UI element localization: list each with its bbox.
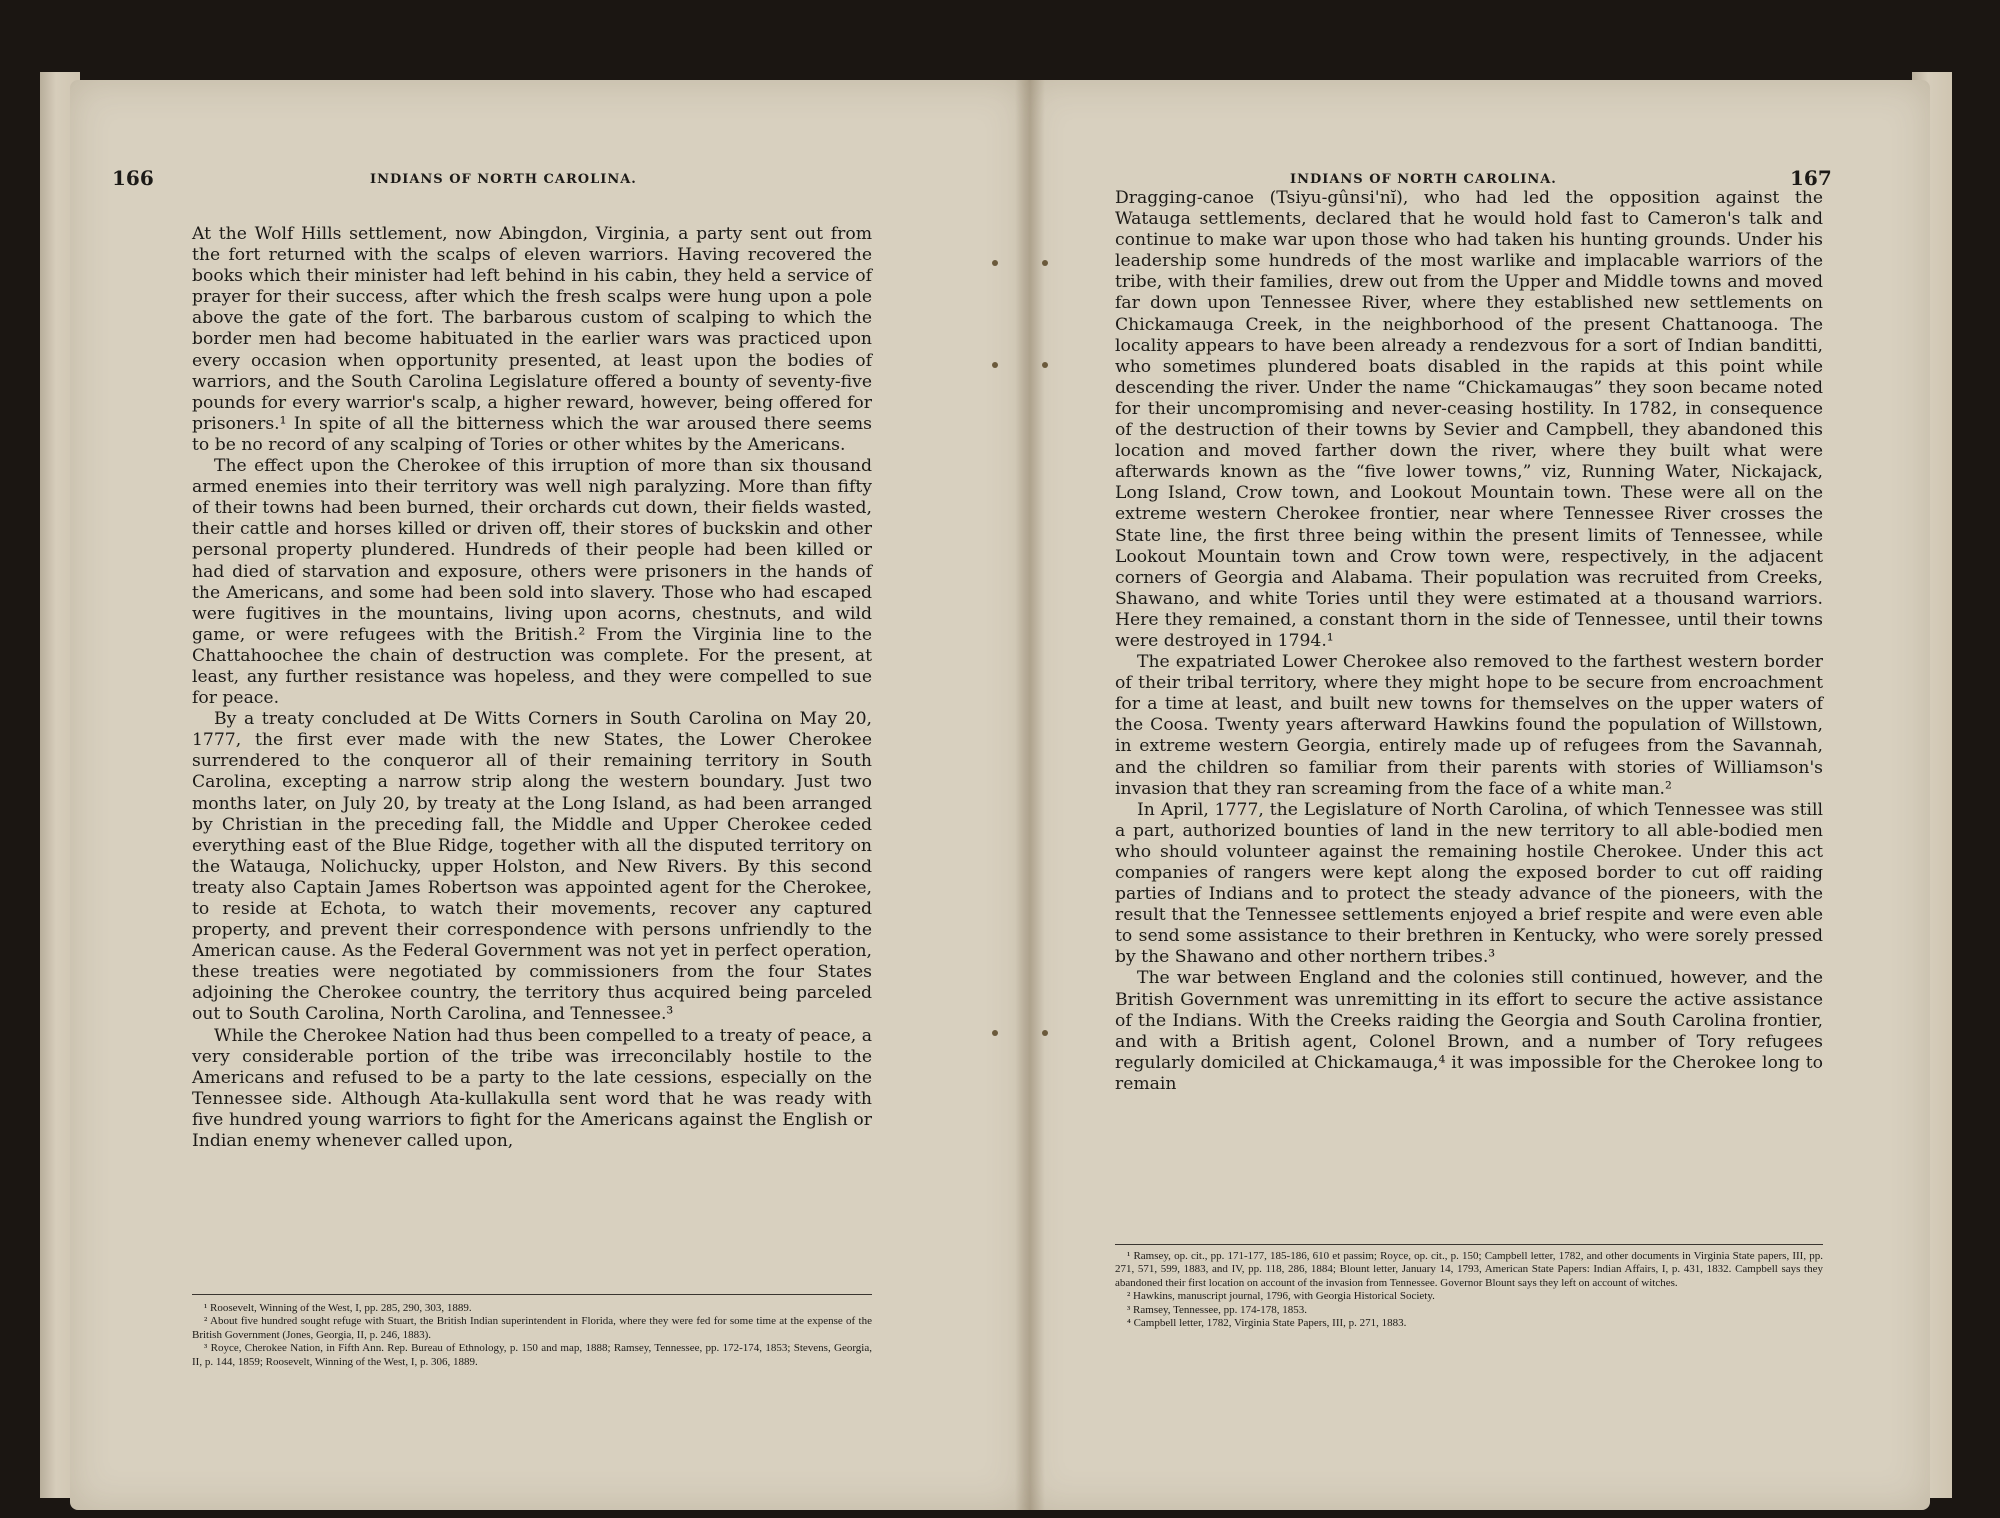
footnote-rule [192,1294,872,1295]
footnote-rule [1115,1244,1823,1245]
paragraph: The expatriated Lower Cherokee also removed to the farthest western border of their tribal territory, where they might hope to be secure from encroachment for a time at least, and built new towns for themselves on the upper waters of the Coosa. Twenty years afterward Hawkins found the population of Willstown, in extreme western Georgia, entirely made up of refugees from the Savannah, and the children so familiar from their parents with stories of Williamson's invasion that they ran screaming from the face of a white man.² [1115,652,1823,799]
open-book [40,50,1940,1490]
footnote: ¹ Ramsey, op. cit., pp. 171-177, 185-186, 610 et passim; Royce, op. cit., p. 150; Campbell letter, 1782, and other documents in Virginia State papers, III, pp. 271, 571, 599, 1883, and IV, pp. 118, 286, 1884; Blount letter, January 14, 1793, American State Papers: Indian Affairs, I, p. 431, 1832. Campbell says they abandoned their first location on account of the invasion from Tennessee. Governor Blount says they left on account of witches. [1115,1250,1823,1289]
right-body-text [1115,188,1823,1095]
footnote: ¹ Roosevelt, Winning of the West, I, pp. 285, 290, 303, 1889. [204,1302,472,1314]
footnote: ³ Royce, Cherokee Nation, in Fifth Ann. Rep. Bureau of Ethnology, p. 150 and map, 1888; Ramsey, Tennessee, pp. 172-174, 1853; Stevens, Georgia, II, p. 144, 1859; Roosevelt, Winning of the West, I, p. 306, 1889. [192,1342,872,1368]
paragraph: While the Cherokee Nation had thus been compelled to a treaty of peace, a very considerable portion of the tribe was irreconcilably hostile to the Americans and refused to be a party to the late cessions, especially on the Tennessee side. Although Ata-kullakulla sent word that he was ready with five hundred young warriors to fight for the Americans against the English or Indian enemy whenever called upon, [192,1025,872,1152]
stitch-hole [992,362,998,368]
stitch-hole [1042,1030,1048,1036]
paragraph: In April, 1777, the Legislature of North Carolina, of which Tennessee was still a part, authorized bounties of land in the new territory to all able-bodied men who should volunteer against the remaining hostile Cherokee. Under this act companies of rangers were kept along the exposed border to cut off raiding parties of Indians and to protect the steady advance of the pioneers, with the result that the Tennessee settlements enjoyed a brief respite and were even able to send some assistance to their brethren in Kentucky, who were sorely pressed by the Shawano and other northern tribes.³ [1115,799,1823,968]
footnote: ⁴ Campbell letter, 1782, Virginia State Papers, III, p. 271, 1883. [1127,1317,1407,1330]
footnote: ² Hawkins, manuscript journal, 1796, with Georgia Historical Society. [1127,1290,1435,1303]
right-footnotes [1115,1250,1823,1330]
running-head: INDIANS OF NORTH CAROLINA. [1290,172,1557,187]
left-page [70,80,1025,1510]
footnote: ³ Ramsey, Tennessee, pp. 174-178, 1853. [1127,1303,1308,1316]
paragraph: By a treaty concluded at De Witts Corners in South Carolina on May 20, 1777, the first ever made with the new States, the Lower Cherokee surrendered to the conqueror all of their remaining territory in South Carolina, excepting a narrow strip along the western boundary. Just two months later, on July 20, by treaty at the Long Island, as had been arranged by Christian in the preceding fall, the Middle and Upper Cherokee ceded everything east of the Blue Ridge, together with all the disputed territory on the Watauga, Nolichucky, upper Holston, and New Rivers. By this second treaty also Captain James Robertson was appointed agent for the Cherokee, to reside at Echota, to watch their movements, recover any captured property, and prevent their correspondence with persons unfriendly to the American cause. As the Federal Government was not yet in perfect operation, these treaties were negotiated by commissioners from the four States adjoining the Cherokee country, the territory thus acquired being parceled out to South Carolina, North Carolina, and Tennessee.³ [192,709,872,1025]
paragraph: At the Wolf Hills settlement, now Abingdon, Virginia, a party sent out from the fort returned with the scalps of eleven warriors. Having recovered the books which their minister had left behind in his cabin, they held a service of prayer for their success, after which the fresh scalps were hung upon a pole above the gate of the fort. The barbarous custom of scalping to which the border men had become habituated in the earlier wars was practiced upon every occasion when opportunity presented, at least upon the bodies of warriors, and the South Carolina Legislature offered a bounty of seventy-five pounds for every warrior's scalp, a higher reward, however, being offered for prisoners.¹ In spite of all the bitterness which the war aroused there seems to be no record of any scalping of Tories or other whites by the Americans. [192,224,872,455]
page-number: 166 [112,166,154,190]
book-gutter [1015,80,1045,1510]
running-head: INDIANS OF NORTH CAROLINA. [370,172,637,187]
footnote: ² About five hundred sought refuge with Stuart, the British Indian superintendent in Florida, where they were fed for some time at the expense of the British Government (Jones, Georgia, II, p. 246, 1883). [192,1315,872,1341]
page-number: 167 [1790,166,1832,190]
paragraph: The effect upon the Cherokee of this irruption of more than six thousand armed enemies into their territory was well nigh paralyzing. More than fifty of their towns had been burned, their orchards cut down, their fields wasted, their cattle and horses killed or driven off, their stores of buckskin and other personal property plundered. Hundreds of their people had been killed or had died of starvation and exposure, others were prisoners in the hands of the Americans, and some had been sold into slavery. Those who had escaped were fugitives in the mountains, living upon acorns, chestnuts, and wild game, or were refugees with the British.² From the Virginia line to the Chattahoochee the chain of destruction was complete. For the present, at least, any further resistance was hopeless, and they were compelled to sue for peace. [192,456,872,709]
stitch-hole [992,260,998,266]
stitch-hole [1042,260,1048,266]
paragraph: The war between England and the colonies still continued, however, and the British Government was unremitting in its effort to secure the active assistance of the Indians. With the Creeks raiding the Georgia and South Carolina frontier, and with a British agent, Colonel Brown, and a number of Tory refugees regularly domiciled at Chickamauga,⁴ it was impossible for the Cherokee long to remain [1115,968,1823,1094]
left-body-text [192,224,872,1152]
left-footnotes [192,1302,872,1369]
paragraph: Dragging-canoe (Tsiyu-gûnsi'nĭ), who had led the opposition against the Watauga settlements, declared that he would hold fast to Cameron's talk and continue to make war upon those who had taken his hunting grounds. Under his leadership some hundreds of the most warlike and implacable warriors of the tribe, with their families, drew out from the Upper and Middle towns and moved far down upon Tennessee River, where they established new settlements on Chickamauga Creek, in the neighborhood of the present Chattanooga. The locality appears to have been already a rendezvous for a sort of Indian banditti, who sometimes plundered boats disabled in the rapids at this point while descending the river. Under the name “Chickamaugas” they soon became noted for their uncompromising and never-ceasing hostility. In 1782, in consequence of the destruction of their towns by Sevier and Campbell, they abandoned this location and moved farther down the river, where they built what were afterwards known as the “five lower towns,” viz, Running Water, Nickajack, Long Island, Crow town, and Lookout Mountain town. These were all on the extreme western Cherokee frontier, near where Tennessee River crosses the State line, the first three being within the present limits of Tennessee, while Lookout Mountain town and Crow town were, respectively, in the adjacent corners of Georgia and Alabama. Their population was recruited from Creeks, Shawano, and white Tories until they were estimated at a thousand warriors. Here they remained, a constant thorn in the side of Tennessee, until their towns were destroyed in 1794.¹ [1115,188,1823,651]
right-page [1025,80,1930,1510]
stitch-hole [992,1030,998,1036]
stitch-hole [1042,362,1048,368]
